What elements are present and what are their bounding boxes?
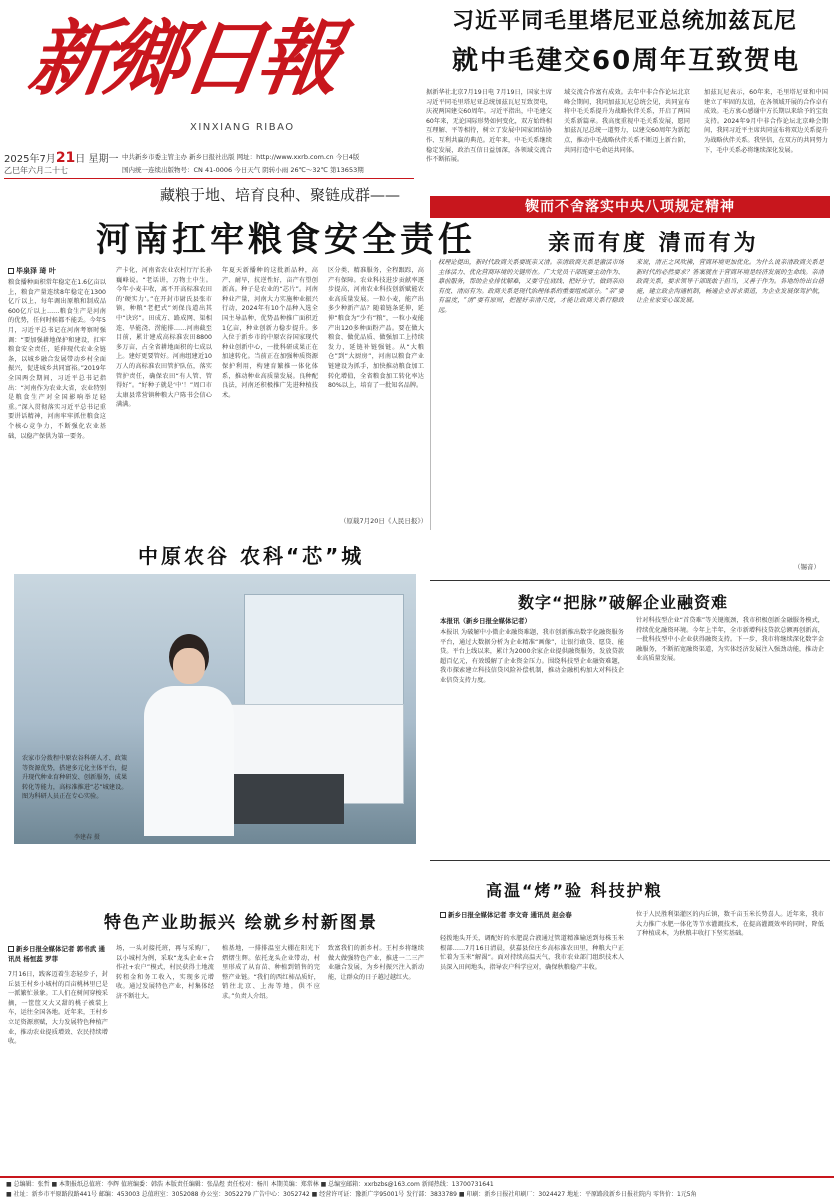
- main-source: （原载7月20日《人民日报》）: [340, 517, 428, 525]
- top-story-col1: 据新华社北京7月19日电 7月19日，国家主席习近平同毛里塔尼亚总统加兹瓦尼互致贺电，庆祝两国建交60周年。习近平指出，中毛建交60年来，无论国际形势如何变化，双方始终相互理解、平等相待，树立了发展中国家团结协作、互利共赢的典范。近年来，中毛关系继续稳定发展，政治互信日益加深，各领域交流合作不断拓展。: [426, 89, 552, 164]
- main-col4: 区分类、精准服务，全程跟踪，高产有保障。农业科技进步贡献率逐步提高，河南农业科技创新赋能农业高质量发展。一粒小麦，能产出多少种新产品？随着链条延伸，延伸“粮食为”少有“粮”，一粒小麦能产出120多种面粉产品。要在做大粮食、做优品质、做强加工上持续发力，延链补链强链。从“大粮仓”到“大厨房”，河南以粮食产业链建设为抓手，加快推动粮食加工转化增值，全省粮食加工转化率达80%以上，培育了一批知名品牌。: [328, 267, 424, 390]
- side-text-right: 来说，清正之风吹拂，营商环境更加优化。为什么说亲清政商关系是新时代的必然要求？答案就在于营商环境是经济发展的生命线。亲清政商关系，要求领导干部既敢于担当，又善于作为。各地纷纷出台措施，建立政企沟通机制，畅通企业诉求渠道，为企业发展保驾护航，让企业家安心谋发展。: [636, 259, 824, 305]
- bottom-left-col2: 场，一头对接托班，再与采购厂，以小城村为例，采取“龙头企业+合作社+农户”模式，村民获得土地流转租金和务工收入，实现多元增收。通过发展特色产业，村集体经济不断壮大。: [116, 945, 214, 1000]
- side-text-left: 权理论提出，新时代政商关系要既亲又清。亲清政商关系是激活市场主体活力、优化营商环境的关键所在。广大党员干部既要主动作为、靠前服务，帮助企业排忧解难，又要守住底线、把好分寸，做到亲而有度、清而有为。政商关系是现代治理体系的重要组成部分。“亲”要有温度，“清”要有原则，把握好亲清尺度，才能让政商关系行稳致远。: [438, 259, 624, 314]
- photo-caption: 农家市分拨程中原农谷科研人才、政策等资源优势，搭建多元化主体平台，提升现代种业育种研发、创新服务，成果转化等能力，高标准推进“芯”城建设。图为科研人员正在专心实验。: [22, 755, 128, 801]
- divider-side: [430, 580, 830, 581]
- finance-byline: 本报讯（新乡日报全媒体记者）: [440, 617, 531, 625]
- side-banner-text: 锲而不舍落实中央八项规定精神: [525, 199, 735, 215]
- top-story-col3: 加兹瓦尼表示，60年来，毛里塔尼亚和中国建立了牢固的友谊，在各领域开展的合作卓有成效。毛方衷心感谢中方长期以来给予的宝贵支持。2024年9月中非合作论坛北京峰会期间，我同习近平主席共同宣布将双边关系提升为战略伙伴关系。我坚信，在双方的共同努力下，毛中关系必将继续深化发展。: [704, 89, 828, 154]
- finance-col2: 针对科技型企业“首贷难”等关键瓶颈，我市积极创新金融服务模式，持续优化融资环境。今年上半年，全市新增科技贷款总额再创新高，一批科技型中小企业获得融资支持。下一步，我市将继续深化数字金融服务，不断拓宽融资渠道，为实体经济发展注入强劲动能，推动企业高质量发展。: [636, 617, 824, 663]
- side-banner: [430, 196, 830, 218]
- byline-marker-icon: [440, 912, 446, 918]
- bottom-left-col1: 7月16日，践客迈着生态轻步子，封丘县王村乡小城村的百亩桃林里已是一派繁忙景象。工人们在树间穿梭采摘，一筐筐又大又甜的桃子被装上车，运往全国各地。近年来，王村乡立足资源禀赋，大力发展特色种植产业，推动农业提质增效、农民持续增收。: [8, 971, 108, 1046]
- bottom-right-col2: 位于人民胜利渠灌区的内丘镇，数千亩玉米长势喜人。近年来，我市大力推广水肥一体化等节水灌溉技术，在提高灌溉效率的同时，降低了种植成本，为秋粮丰收打下坚实基础。: [636, 911, 824, 938]
- bottom-left-title: 特色产业助振兴 绘就乡村新图景: [104, 913, 378, 933]
- main-headline: 河南扛牢粮食安全责任: [96, 220, 476, 260]
- divider-top: [4, 178, 414, 179]
- top-headline-line1: 习近平同毛里塔尼亚总统加兹瓦尼: [452, 9, 798, 34]
- masthead-logo: 新鄉日報: [23, 11, 341, 107]
- divider-main-right: [430, 260, 431, 530]
- bottom-right-title: 高温“烤”验 科技护粮: [486, 881, 663, 900]
- top-story-col2: 域交流合作富有成效。去年中非合作论坛北京峰会期间，我同加兹瓦尼总统会见，共同宣布将中毛关系提升为战略伙伴关系，开启了两国关系新篇章。我高度重视中毛关系发展，愿同加兹瓦尼总统一道努力，以建交60周年为新起点，推动中毛战略伙伴关系不断迈上新台阶，共同打造中毛命运共同体。: [564, 89, 690, 154]
- finance-title: 数字“把脉”破解企业融资难: [518, 593, 729, 612]
- main-col1: 粮食播种面积常年稳定在1.6亿亩以上，粮食产量连续8年稳定在1300亿斤以上，每年调出原粮和制成品600亿斤以上……粮食生产是河南的优势，任何时候都不能丢。今年5月，习近平总书记在河南考察时强调：“要加强耕地保护和建设，扛牢粮食安全责任，延伸现代农业全链条，以城乡融合发展带动乡村全面振兴，促进城乡共同富裕。”2019年全国两会期间，习近平总书记指出：“河南作为农业大省，农业特别是粮食生产对全国影响举足轻重。”深入贯彻落实习近平总书记重要讲话精神，河南牢牢抓住粮食这个核心竞争力，不断强化农业基础，以稳产保供为第一要务。: [8, 279, 106, 440]
- issue-date: 2025年7月21日 星期一: [4, 150, 119, 166]
- photo-credit: 李建春 摄: [74, 834, 100, 841]
- side-title: 亲而有度 清而有为: [548, 231, 759, 256]
- footer-rule: [0, 1176, 834, 1178]
- issue-codes: 国内统一连续出版物号：CN 41-0006 今日天气 阴转小雨 26℃～32℃ 第13653期: [122, 166, 364, 174]
- main-col3: 年夏天新播种的这批新品种，高产、耐旱，抗逆性好，亩产有望创新高。种子是农业的“芯片”。河南种业产量，河南大力实施种业振兴行动，2024年有10个品种入选全国主导品种，优势品种推广面积近1亿亩，种业创新力稳步提升。多入位于新乡市的中原农谷国家现代种业创新中心，一批科研成果正在加速转化。当前正在加强种质资源保护利用，构建育繁推一体化体系，推动种业高质量发展。良种配良法，河南还积极推广先进种植技术。: [222, 267, 318, 399]
- photo-researcher: [144, 634, 234, 834]
- side-source: （锡音）: [794, 563, 820, 571]
- publisher-line: 中共新乡市委主管主办 新乡日报社出版 网址：http://www.xxrb.com.cn 今日4版: [122, 153, 360, 161]
- bottom-left-col3: 植基地，一排排温室大棚在阳光下熠熠生辉。依托龙头企业带动，村里形成了从育苗、种植到销售的完整产业链。“我们的西红柿品质好，销往北京、上海等地，供不应求。”负责人介绍。: [222, 945, 320, 1000]
- byline-marker-icon: [8, 946, 14, 952]
- finance-col1: 本报讯 为破解中小微企业融资难题，我市创新推出数字化融资服务平台，通过大数据分析为企业精准“画像”，让银行敢贷、愿贷、能贷。平台上线以来，累计为2000余家企业提供融资服务，发放贷款超百亿元，有效缓解了企业资金压力。围绕科技型企业融资难题，我市探索建立科技信贷风险补偿机制，推动金融机构加大对科技企业信贷支持力度。: [440, 629, 624, 684]
- lab-photo: [14, 574, 416, 844]
- bottom-left-byline: 新乡日报全媒体记者 郭书武 通讯员 杨恒蕊 罗菲: [8, 945, 106, 963]
- photo-title: 中原农谷 农科“芯”城: [138, 544, 365, 568]
- masthead-pinyin: XINXIANG RIBAO: [190, 122, 295, 133]
- lunar-date: 乙巳年六月二十七: [4, 166, 68, 175]
- bottom-left-col4: 致富我们的新乡村。王村乡将继续做大做强特色产业，推进一二三产业融合发展，为乡村振兴注入新动能，让群众的日子越过越红火。: [328, 945, 424, 981]
- top-headline-line2: 就中毛建交60周年互致贺电: [452, 46, 801, 76]
- photo-tray: [224, 774, 344, 824]
- bottom-right-col1: 轻拨地头开关，调配好的水肥混合液通过管道精准输送到每株玉米根部……7月16日清晨，获嘉县位庄乡高标准农田里，种粮大户正忙着为玉米“解渴”。面对持续高温天气，我市农业部门组织技术人员深入田间地头，指导农户科学应对，确保秋粮稳产丰收。: [440, 935, 624, 971]
- bottom-right-byline: 新乡日报全媒体记者 李文奇 通讯员 赵会春: [440, 910, 620, 920]
- photo-shelf: [244, 594, 404, 714]
- main-kicker: 藏粮于地、培育良种、聚链成群——: [160, 186, 401, 204]
- main-byline: 毕泉泽 琦 叶: [8, 266, 56, 276]
- footer-row2: ■ 社址：新乡市平原路段路441号 邮编：453003 总值班室：3052088 办公室：3052279 广告中心：3052742 ■ 经营许可证：豫新广字95001号 发行部：3833789 ■ 印刷：新乡日报社印刷厂：3024427 地址：平原路段新乡日报社院内 零售价：1元5角: [6, 1191, 697, 1198]
- main-col2: 产卡化，河南省农业农村厅厅长孙巍峰说。“老话讲，万物土中生。今年小麦丰收，离不开高标准农田的‘硬实力’。”在开封市尉氏县张市镇，种粮“老把式”刘保良道出其中“诀窍”。田成方、路成网、渠相连、旱能浇、涝能排……河南截至目前，累计建成高标准农田8800多万亩，占全省耕地面积的七成以上。建好更要管好。河南组建近10万人的高标准农田管护队伍，落实管护责任，确保农田“有人管、管得好”。“好种子就是‘中’！”周口市太康县常营镇种粮大户陈书会信心满满。: [116, 267, 212, 409]
- footer-row1: ■ 总编辑：张哲 ■ 本期报纸总值班：李辉 值班编委：韩浩 本版责任编辑：张晶煜 责任校对：杨川 本期美编：郑常林 ■ 总编室邮箱：xxrbzbs@163.com 新闻热线：13700731641: [6, 1181, 494, 1188]
- byline-marker-icon: [8, 268, 14, 274]
- divider-finance: [430, 860, 830, 861]
